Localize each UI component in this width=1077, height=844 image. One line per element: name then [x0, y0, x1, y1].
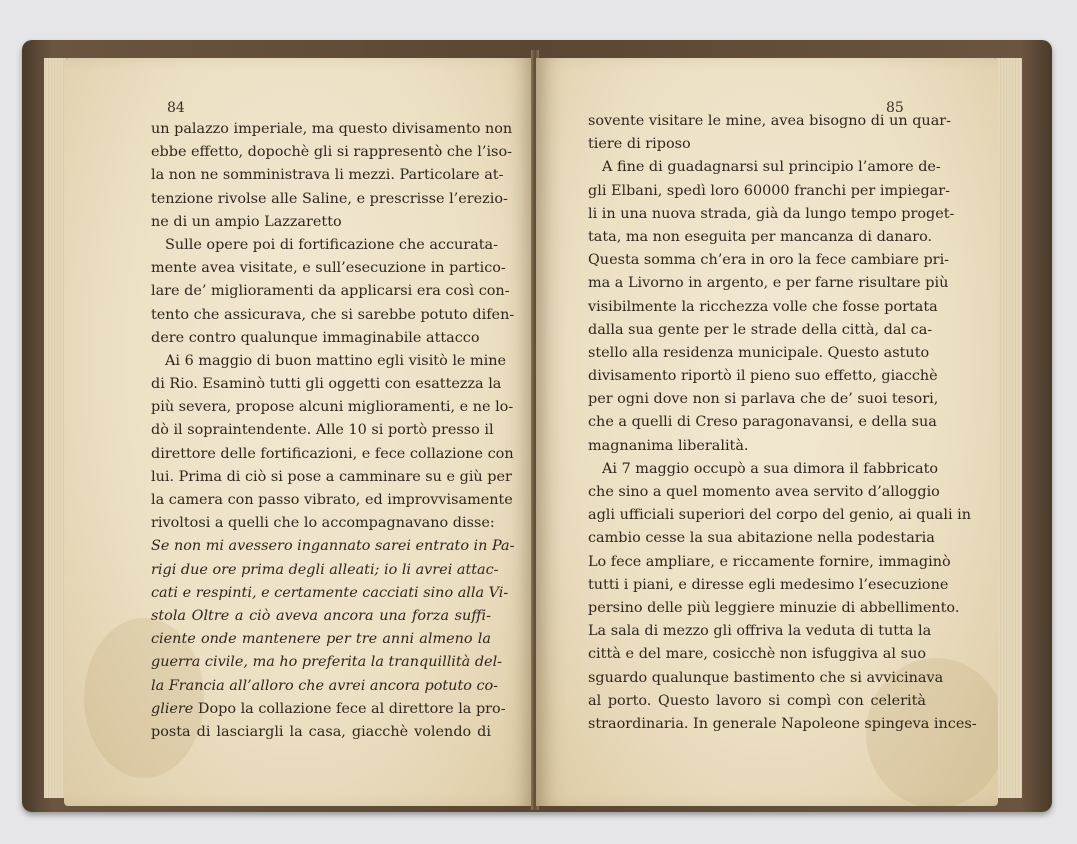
text-line: sovente visitare le mine, avea bisogno di un quar-	[588, 113, 952, 129]
text-line: dò il sopraintendente. Alle 10 si portò presso il	[151, 422, 494, 439]
text-line: stello alla residenza municipale. Questo astuto	[588, 344, 930, 361]
text-line: al porto. Questo lavoro si compì con celerità	[588, 692, 926, 709]
page-edges-left	[44, 58, 66, 798]
text-line: persino delle più leggiere minuzie di abbellimento.	[588, 599, 960, 616]
text-line: direttore delle fortificazioni, e fece collazione con	[151, 445, 514, 462]
right-page	[536, 58, 998, 806]
text-line: visibilmente la ricchezza volle che fosse portata	[588, 298, 938, 315]
text-line: agli ufficiali superiori del corpo del genio, ai quali in	[588, 507, 972, 524]
text-line: stola Oltre a ciò aveva ancora una forza suffi-	[151, 607, 491, 624]
text-line: ma a Livorno in argento, e per farne risultare più	[588, 275, 949, 292]
text-line	[151, 698, 506, 721]
text-line: la camera con passo vibrato, ed improvvisamente	[151, 492, 513, 508]
text-line: ne di un ampio Lazzaretto	[151, 213, 342, 230]
text-line: posta di lasciargli la casa, giacchè volendo di	[151, 723, 491, 740]
text-line: La sala di mezzo gli offriva la veduta di tutta la	[588, 623, 932, 640]
text-line: cati e respinti, e certamente cacciati sino alla Vi-	[151, 584, 509, 601]
text-line: sguardo qualunque bastimento che si avvicinava	[588, 669, 944, 686]
right-page-text	[588, 110, 977, 736]
text-line: rivoltosi a quelli che lo accompagnavano disse:	[151, 515, 495, 532]
text-line: tata, ma non eseguita per mancanza di danaro.	[588, 228, 933, 245]
page-edges-right	[996, 58, 1022, 798]
italic-fragment: gliere	[151, 700, 194, 717]
text-line: città e del mare, cosicchè non isfuggiva al suo	[588, 646, 926, 663]
text-line: gli Elbani, spedì loro 60000 franchi per impiegar-	[588, 182, 951, 199]
page-number-left: 84	[167, 100, 185, 116]
text-line: guerra civile, ma ho preferita la tranquillità del-	[151, 654, 503, 671]
page-number-right: 85	[886, 100, 904, 116]
left-page	[64, 58, 534, 806]
text-line: Ai 7 maggio occupò a sua dimora il fabbricato	[602, 460, 939, 477]
text-line: divisamento riportò il pieno suo effetto, giacchè	[588, 368, 938, 385]
text-line: dere contro qualunque immaginabile attacco	[151, 329, 480, 346]
text-line: lui. Prima di ciò si pose a camminare su e giù per	[151, 468, 512, 485]
text-line: tiere di riposo	[588, 136, 691, 153]
text-line: mente avea visitate, e sull’esecuzione in partico-	[151, 260, 506, 277]
text-line: li in una nuova strada, già da lungo tempo proget-	[588, 205, 955, 222]
text-line: tutti i piani, e diresse egli medesimo l’esecuzione	[588, 576, 949, 593]
text-line: Questa somma ch’era in oro la fece cambiare pri-	[588, 252, 950, 269]
text-line: la non ne somministrava li mezzi. Particolare at-	[151, 167, 504, 184]
text-line: per ogni dove non si parlava che de’ suoi tesori,	[588, 391, 939, 408]
text-line: A fine di guadagnarsi sul principio l’amore de-	[602, 159, 941, 176]
text-line: più severa, propose alcuni miglioramenti, e ne lo-	[151, 399, 514, 416]
text-line: dalla sua gente per le strade della città, dal ca-	[588, 321, 933, 338]
text-line: che sino a quel momento avea servito d’alloggio	[588, 484, 940, 500]
text-line: Se non mi avessero ingannato sarei entrato in Pa-	[151, 538, 515, 555]
text-line: tenzione rivolse alle Saline, e prescrisse l’erezio-	[151, 190, 508, 207]
text-line: Lo fece ampliare, e riccamente fornire, immaginò	[588, 553, 951, 570]
left-page-text	[151, 118, 515, 744]
text-line: rigi due ore prima degli alleati; io li avrei attac-	[151, 561, 499, 578]
text-line: tento che assicurava, che si sarebbe potuto difen-	[151, 306, 515, 323]
text-line: la Francia all’alloro che avrei ancora potuto co-	[151, 677, 499, 694]
text-line: cambio cesse la sua abitazione nella podestaria	[588, 530, 935, 547]
text-line: straordinaria. In generale Napoleone spingeva inces-	[588, 715, 977, 732]
text-line: ebbe effetto, dopochè gli si rappresentò che l’iso-	[151, 144, 512, 161]
roman-fragment: Dopo la collazione fece al direttore la pro-	[193, 700, 506, 717]
text-line: un palazzo imperiale, ma questo divisamento non	[151, 121, 513, 137]
text-line: lare de’ miglioramenti da applicarsi era così con-	[151, 283, 510, 300]
text-line: Ai 6 maggio di buon mattino egli visitò le mine	[165, 352, 507, 369]
text-line: ciente onde mantenere per tre anni almeno la	[151, 631, 491, 648]
text-line: magnanima liberalità.	[588, 437, 749, 454]
text-line: che a quelli di Creso paragonavansi, e della sua	[588, 414, 937, 431]
text-line: Sulle opere poi di fortificazione che accurata-	[165, 236, 498, 253]
text-line: di Rio. Esaminò tutti gli oggetti con esattezza la	[151, 376, 502, 393]
